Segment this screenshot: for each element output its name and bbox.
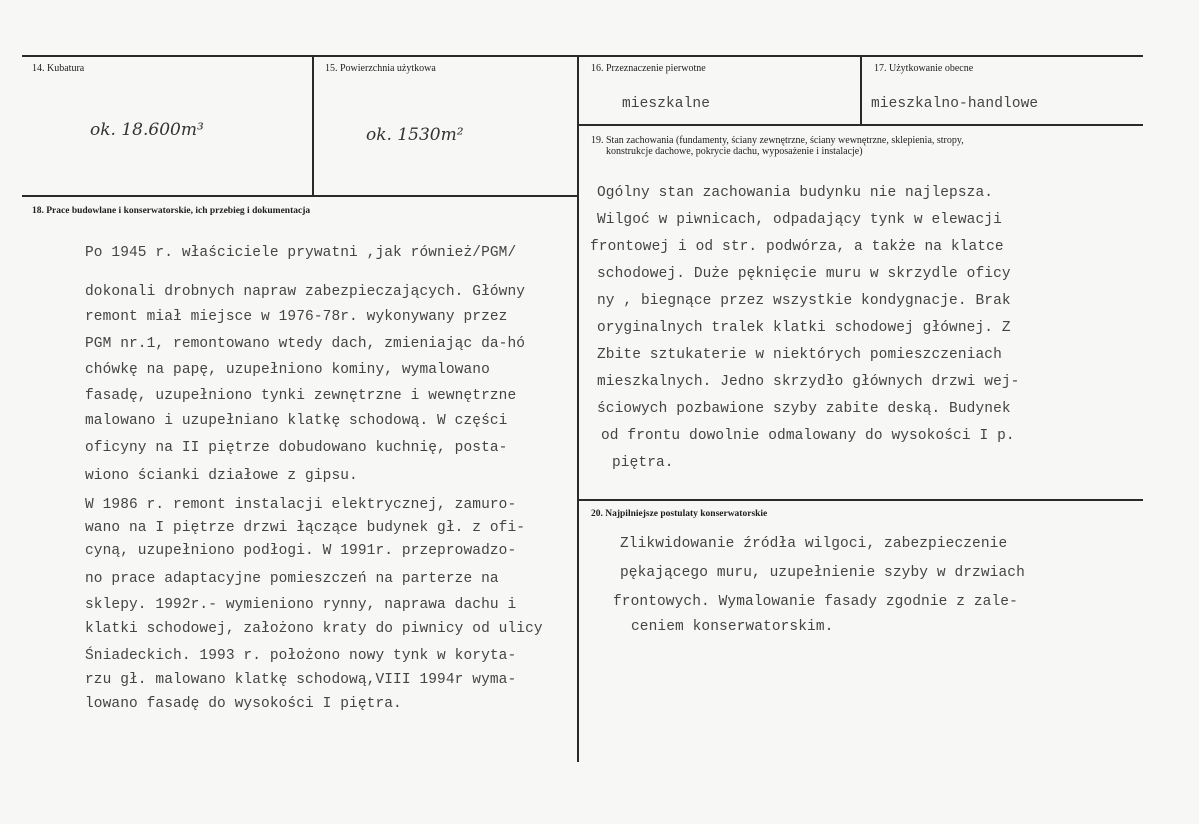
field-20-label: 20. Najpilniejsze postulaty konserwatorskie [591, 509, 768, 519]
field-14-value: ok. 18.600m³ [90, 120, 204, 140]
field-19-line: mieszkalnych. Jedno skrzydło głównych drzwi wej- [597, 374, 1020, 390]
field-19-label-cont: konstrukcje dachowe, pokrycie dachu, wyposażenie i instalacje) [606, 146, 863, 157]
field-18-line: dokonali drobnych napraw zabezpieczających. Główny [85, 284, 526, 300]
field-19-line: Ogólny stan zachowania budynku nie najlepsza. [597, 185, 994, 201]
field-19-line: ściowych pozbawione szyby zabite deską. Budynek [597, 401, 1011, 417]
field-19-line: ny , biegnące przez wszystkie kondygnacje. Brak [597, 293, 1011, 309]
field-19-line: piętra. [612, 455, 674, 471]
field-18-line: wiono ścianki działowe z gipsu. [85, 468, 358, 484]
field-18-line: rzu gł. malowano klatkę schodową,VIII 1994r wyma- [85, 672, 517, 688]
field-18-line: Po 1945 r. właściciele prywatni ,jak również/PGM/ [85, 245, 517, 261]
field-14-label: 14. Kubatura [32, 63, 85, 74]
field-17-value: mieszkalno-handlowe [871, 96, 1039, 112]
divider-col-3 [860, 56, 862, 124]
field-19-line: frontowej i od str. podwórza, a także na klatce [590, 239, 1004, 255]
field-16-label: 16. Przeznaczenie pierwotne [591, 63, 706, 74]
field-18-line: oficyny na II piętrze dobudowano kuchnię, posta- [85, 440, 508, 456]
field-19-line: Zbite sztukaterie w niektórych pomieszczeniach [597, 347, 1002, 363]
field-19-line: od frontu dowolnie odmalowany do wysokości I p. [601, 428, 1015, 444]
field-18-line: sklepy. 1992r.- wymieniono rynny, naprawa dachu i [85, 597, 517, 613]
field-18-line: malowano i uzupełniano klatkę schodową. W części [85, 413, 508, 429]
right-rule-20 [578, 499, 1143, 501]
field-19-line: oryginalnych tralek klatki schodowej głównej. Z [597, 320, 1011, 336]
field-17-label: 17. Użytkowanie obecne [874, 63, 974, 74]
top-rule [22, 55, 1143, 57]
field-18-line: W 1986 r. remont instalacji elektrycznej, zamuro- [85, 497, 517, 513]
field-16-value: mieszkalne [622, 96, 711, 112]
field-18-line: lowano fasadę do wysokości I piętra. [85, 696, 402, 712]
field-19-label: 19. Stan zachowania (fundamenty, ściany zewnętrzne, ściany wewnętrzne, sklepienia, stropy, [591, 135, 964, 146]
field-20-line: frontowych. Wymalowanie fasady zgodnie z zale- [613, 594, 1018, 610]
field-18-line: wano na I piętrze drzwi łączące budynek gł. z ofi- [85, 520, 526, 536]
field-18-line: cyną, uzupełniono podłogi. W 1991r. przeprowadzo- [85, 543, 517, 559]
divider-col-1 [312, 56, 314, 195]
divider-col-main [577, 56, 579, 762]
field-19-line: schodowej. Duże pęknięcie muru w skrzydle oficy [597, 266, 1011, 282]
field-18-line: klatki schodowej, założono kraty do piwnicy od ulicy [85, 621, 543, 637]
field-18-line: fasadę, uzupełniono tynki zewnętrzne i wewnętrzne [85, 388, 517, 404]
field-15-label: 15. Powierzchnia użytkowa [325, 63, 436, 74]
field-18-label: 18. Prace budowlane i konserwatorskie, ich przebieg i dokumentacja [32, 206, 311, 216]
field-18-line: no prace adaptacyjne pomieszczeń na parterze na [85, 571, 499, 587]
field-18-line: remont miał miejsce w 1976-78r. wykonywany przez [85, 309, 508, 325]
field-18-line: Śniadeckich. 1993 r. położono nowy tynk w koryta- [85, 648, 517, 664]
field-15-value: ok. 1530m² [366, 125, 464, 145]
field-18-line: PGM nr.1, remontowano wtedy dach, zmieniając da-hó [85, 336, 526, 352]
field-20-line: pękającego muru, uzupełnienie szyby w drzwiach [620, 565, 1025, 581]
field-20-line: ceniem konserwatorskim. [631, 619, 834, 635]
field-20-line: Zlikwidowanie źródła wilgoci, zabezpieczenie [620, 536, 1008, 552]
right-rule-19 [578, 124, 1143, 126]
field-18-line: chówkę na papę, uzupełniono kominy, wymalowano [85, 362, 490, 378]
left-mid-rule [22, 195, 578, 197]
field-19-line: Wilgoć w piwnicach, odpadający tynk w elewacji [597, 212, 1002, 228]
